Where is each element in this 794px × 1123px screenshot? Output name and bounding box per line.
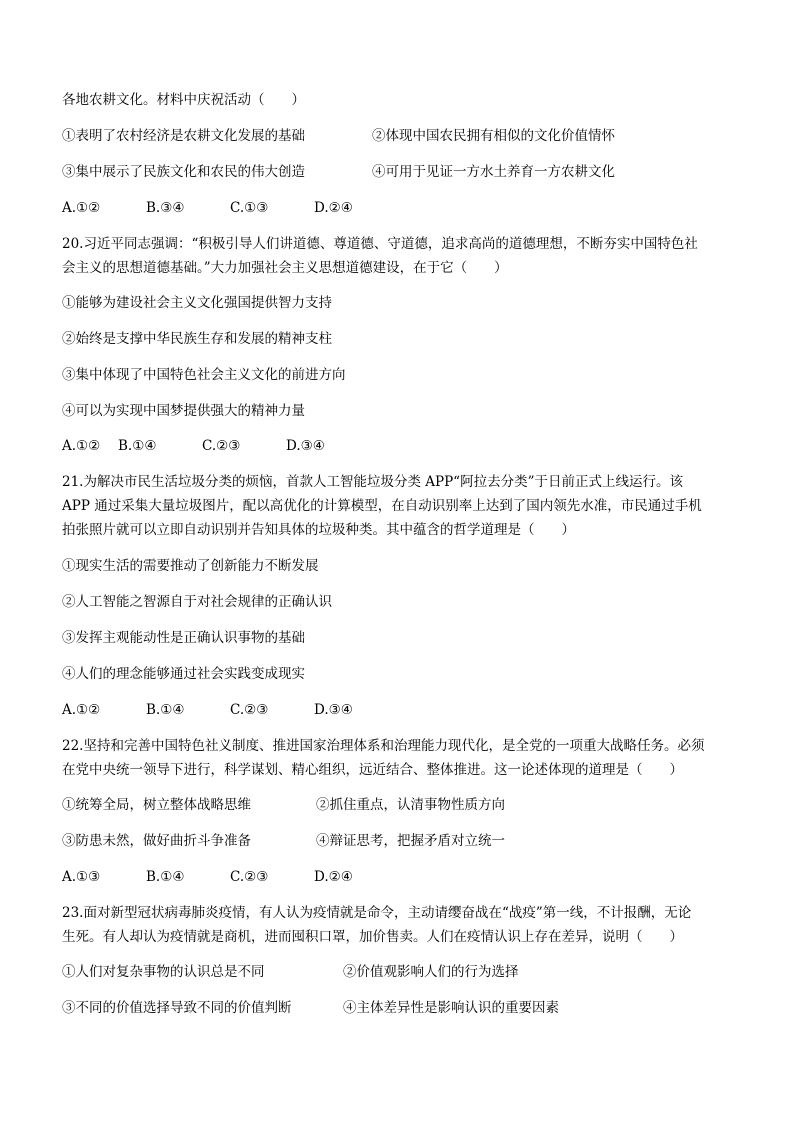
q19-option-b: B.③④ [146, 200, 185, 216]
q22-stem-line-1: 22.坚持和完善中国特色社义制度、推进国家治理体系和治理能力现代化，是全党的一项重大战略任务。必须 [62, 738, 705, 754]
q19-option-c: C.①③ [230, 200, 269, 216]
q23-stem-line-1: 23.面对新型冠状病毒肺炎疫情，有人认为疫情就是命令，主动请缨奋战在“战疫”第一线，不计报酬，无论 [62, 905, 692, 921]
q19-statement-1: ①表明了农村经济是农耕文化发展的基础 [62, 128, 305, 144]
q23-statement-1: ①人们对复杂事物的认识总是不同 [62, 964, 265, 980]
q23-statement-2: ②价值观影响人们的行为选择 [343, 964, 519, 980]
q22-option-b: B.①④ [146, 869, 185, 885]
q21-stem-line-2: APP 通过采集大量垃圾图片，配以高优化的计算模型，在自动识别率上达到了国内领先水准，市民通过手机 [62, 498, 702, 514]
q19-statement-4: ④可用于见证一方水土养育一方农耕文化 [372, 164, 615, 180]
q23-statement-4: ④主体差异性是影响认识的重要因素 [343, 1000, 559, 1016]
q20-statement-4: ④可以为实现中国梦提供强大的精神力量 [62, 403, 305, 419]
q19-statement-3: ③集中展示了民族文化和农民的伟大创造 [62, 164, 305, 180]
q22-statement-2: ②抓住重点，认清事物性质方向 [316, 797, 505, 813]
q22-option-d: D.②④ [314, 869, 353, 885]
q20-stem-line-2: 会主义的思想道德基础。”大力加强社会主义思想道德建设，在于它（ ） [62, 260, 508, 276]
q20-option-b: B.①④ [118, 438, 157, 454]
q20-option-a: A.①② [62, 438, 101, 454]
q20-statement-2: ②始终是支撑中华民族生存和发展的精神支柱 [62, 331, 332, 347]
q22-statement-3: ③防患未然，做好曲折斗争准备 [62, 833, 251, 849]
q22-stem-line-2: 在党中央统一领导下进行，科学谋划、精心组织，远近结合、整体推进。这一论述体现的道理是（ ） [62, 762, 683, 778]
q19-stem-end: 各地农耕文化。材料中庆祝活动（ ） [62, 92, 305, 108]
q21-statement-1: ①现实生活的需要推动了创新能力不断发展 [62, 558, 319, 574]
q20-statement-3: ③集中体现了中国特色社会主义文化的前进方向 [62, 367, 346, 383]
q20-statement-1: ①能够为建设社会主义文化强国提供智力支持 [62, 295, 332, 311]
q21-option-d: D.③④ [314, 702, 353, 718]
q21-option-a: A.①② [62, 702, 101, 718]
q20-option-c: C.②③ [202, 438, 241, 454]
q21-stem-line-3: 拍张照片就可以立即自动识别并告知具体的垃圾种类。其中蕴含的哲学道理是（ ） [62, 522, 575, 538]
q23-statement-3: ③不同的价值选择导致不同的价值判断 [62, 1000, 292, 1016]
q22-statement-4: ④辩证思考，把握矛盾对立统一 [316, 833, 505, 849]
q20-option-d: D.③④ [286, 438, 325, 454]
q21-statement-4: ④人们的理念能够通过社会实践变成现实 [62, 666, 305, 682]
q21-option-b: B.①④ [146, 702, 185, 718]
q19-option-a: A.①② [62, 200, 101, 216]
q21-stem-line-1: 21.为解决市民生活垃圾分类的烦恼，首款人工智能垃圾分类 APP“阿拉去分类”于日前正式上线运行。该 [62, 474, 683, 490]
q21-option-c: C.②③ [230, 702, 269, 718]
q21-statement-3: ③发挥主观能动性是正确认识事物的基础 [62, 630, 305, 646]
q22-option-a: A.①③ [62, 869, 101, 885]
q21-statement-2: ②人工智能之智源自于对社会规律的正确认识 [62, 594, 332, 610]
q22-statement-1: ①统筹全局，树立整体战略思维 [62, 797, 251, 813]
q20-stem-line-1: 20.习近平同志强调：“积极引导人们讲道德、尊道德、守道德，追求高尚的道德理想，不断夯实中国特色社 [62, 236, 698, 252]
q22-option-c: C.②③ [230, 869, 269, 885]
q23-stem-line-2: 生死。有人却认为疫情就是商机，进而囤积口罩，加价售卖。人们在疫情认识上存在差异，说明（ ） [62, 929, 683, 945]
q19-statement-2: ②体现中国农民拥有相似的文化价值情怀 [372, 128, 615, 144]
q19-option-d: D.②④ [314, 200, 353, 216]
